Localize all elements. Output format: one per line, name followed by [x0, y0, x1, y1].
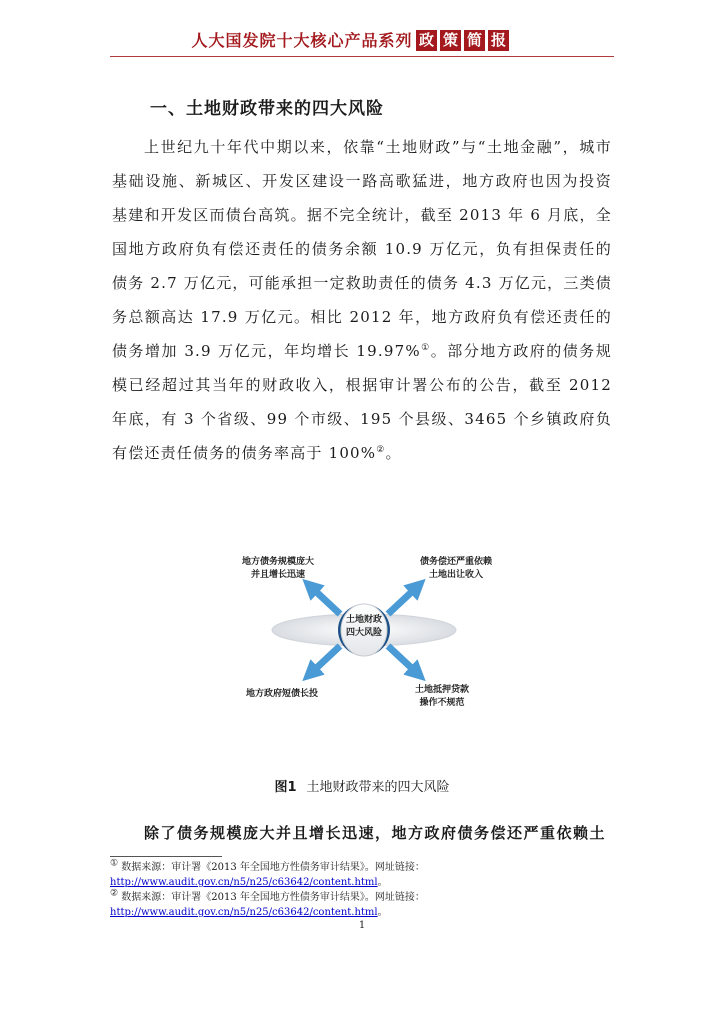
- risk-label-line: 地方债务规模庞大: [241, 557, 314, 567]
- risk-label-mortgage: [402, 684, 482, 710]
- footnote-divider: [110, 856, 222, 857]
- paragraph-text: 。: [385, 444, 402, 462]
- footnote-ref-1[interactable]: ①: [420, 343, 431, 353]
- risk-label-line: 土地出让收入: [428, 570, 483, 580]
- footnote-link-line: [110, 875, 610, 890]
- brand-char: 政: [416, 30, 437, 51]
- footnote-item: [110, 860, 610, 875]
- figure-caption: [0, 776, 724, 795]
- risk-label-line: 土地抵押贷款: [414, 685, 469, 695]
- brand-badge: [416, 30, 509, 51]
- footnotes: [110, 860, 610, 920]
- footnote-item: [110, 890, 610, 905]
- footnote-mark: ②: [110, 888, 119, 899]
- footnote-end: 。: [377, 907, 388, 918]
- risk-label-line: 操作不规范: [419, 698, 465, 708]
- risk-label-line: 债务偿还严重依赖: [419, 557, 492, 567]
- footnote-end: 。: [377, 877, 388, 888]
- arrow-up-left-icon: [310, 586, 340, 614]
- risk-label-debt-scale: [228, 556, 328, 582]
- center-label-line: 土地财政: [345, 615, 382, 625]
- arrow-down-left-icon: [310, 646, 340, 674]
- section-title: 一、土地财政带来的四大风险: [150, 99, 384, 119]
- brand-char: 报: [488, 30, 509, 51]
- body-paragraph: [112, 130, 612, 470]
- risk-label-land-revenue: [406, 556, 506, 582]
- page-number: 1: [358, 920, 366, 931]
- footnote-link-line: [110, 905, 610, 920]
- footnote-link[interactable]: http://www.audit.gov.cn/n5/n25/c63642/content.html: [110, 877, 378, 888]
- lead-paragraph: 除了债务规模庞大并且增长迅速，地方政府债务偿还严重依赖土: [144, 824, 607, 842]
- arrow-up-right-icon: [388, 586, 418, 614]
- footnote-text: 数据来源：审计署《2013 年全国地方性债务审计结果》。网址链接：: [121, 862, 425, 873]
- center-label: [342, 614, 386, 640]
- paragraph-text: 上世纪九十年代中期以来，依靠“土地财政”与“土地金融”，城市基础设施、新城区、开发区建设一路高歌猛进，地方政府也因为投资基建和开发区而债台高筑。据不完全统计，截至 2013 年 6 月底，全国地方政府负有偿还责任的债务余额 10.9 万亿元，负有担保责任的债务 2.7 万亿元，可能承担一定救助责任的债务 4.3 万亿元，三类债务总额高达 17.9 万亿元。相比 2012 年，地方政府负有偿还责任的债务增加 3.9 万亿元，年均增长 19.97%: [112, 138, 612, 360]
- center-label-line: 四大风险: [345, 628, 382, 638]
- caption-text: 土地财政带来的四大风险: [306, 780, 450, 795]
- risk-label-line: 地方政府短债长投: [245, 689, 318, 699]
- footnote-text: 数据来源：审计署《2013 年全国地方性债务审计结果》。网址链接：: [121, 892, 425, 903]
- caption-number: 图1: [274, 780, 297, 795]
- footnote-mark: ①: [110, 858, 119, 869]
- footnote-ref-2[interactable]: ②: [376, 445, 386, 455]
- series-title: 人大国发院十大核心产品系列: [191, 31, 413, 50]
- arrow-down-right-icon: [388, 646, 418, 674]
- brand-char: 策: [440, 30, 461, 51]
- page-header: [110, 30, 614, 60]
- brand-char: 简: [464, 30, 485, 51]
- risk-diagram: [224, 548, 504, 718]
- risk-label-short-long: [230, 688, 334, 701]
- paragraph-text: 。部分地方政府的债务规模已经超过其当年的财政收入，根据审计署公布的公告，截至 2012 年底，有 3 个省级、99 个市级、195 个县级、3465 个乡镇政府负有偿还责任债务的债务率高于 100%: [112, 342, 613, 462]
- footnote-link[interactable]: http://www.audit.gov.cn/n5/n25/c63642/content.html: [110, 907, 378, 918]
- risk-label-line: 并且增长迅速: [250, 570, 305, 580]
- header-divider: [110, 56, 614, 57]
